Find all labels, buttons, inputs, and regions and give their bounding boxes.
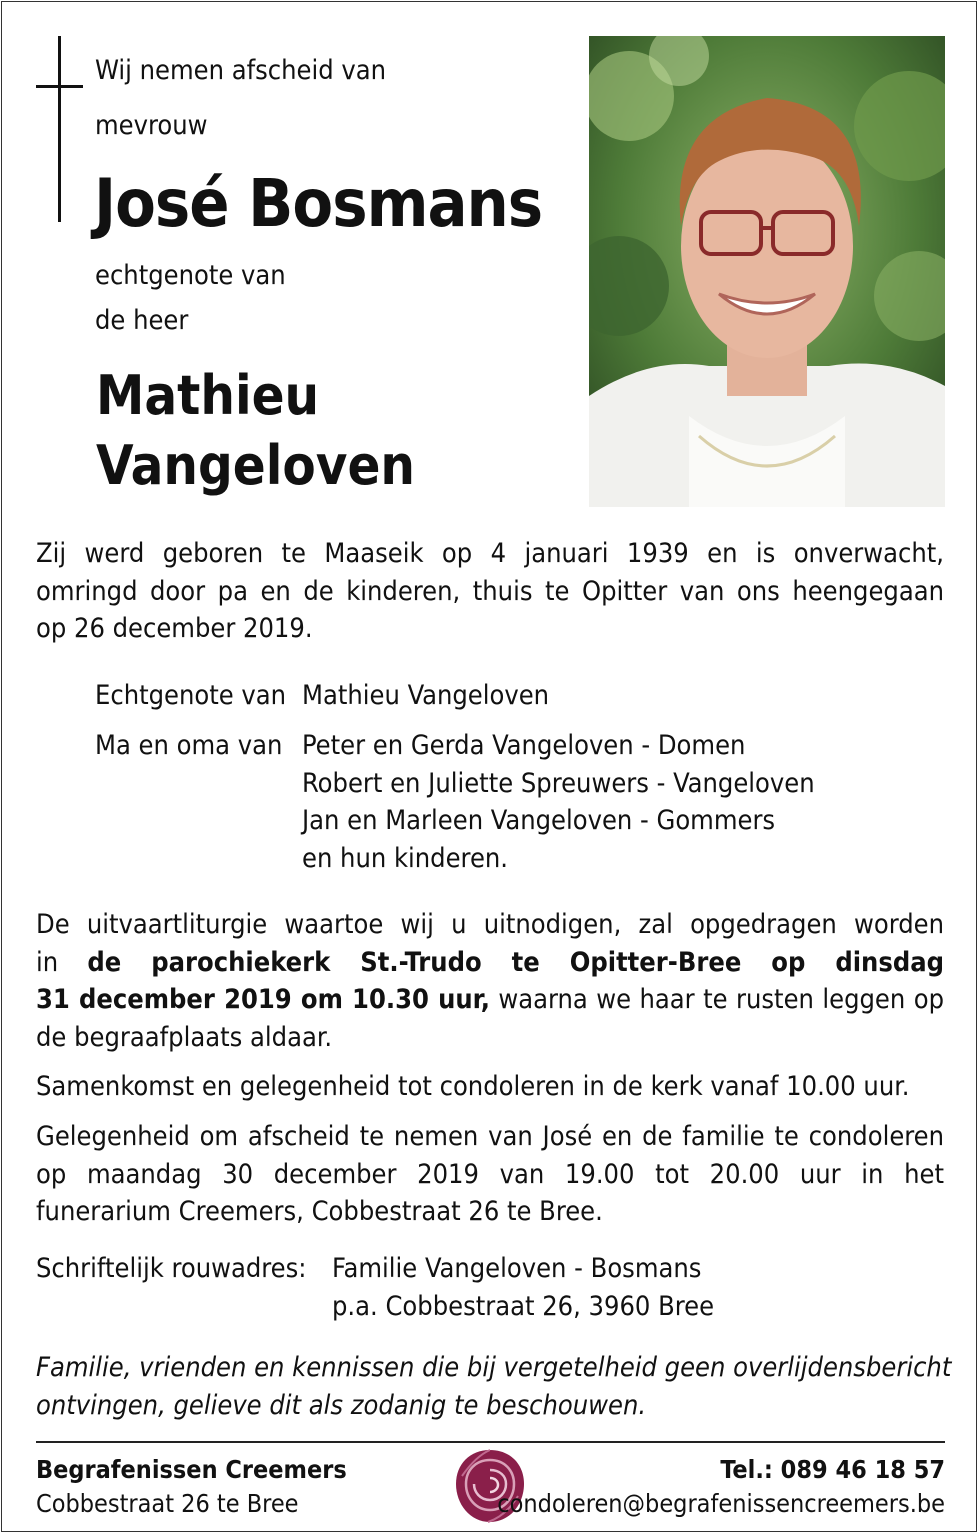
list-item: Jan en Marleen Vangeloven - Gommers — [302, 805, 776, 836]
service-line-2 — [36, 944, 944, 982]
deceased-name: José Bosmans — [94, 165, 543, 242]
spouse-name-2: Vangeloven — [96, 434, 415, 497]
address-line-1: Familie Vangeloven - Bosmans — [332, 1253, 702, 1284]
address-line-2: p.a. Cobbestraat 26, 3960 Bree — [332, 1290, 715, 1322]
service-paragraph — [36, 906, 944, 1056]
phone-number: Tel.: 089 46 18 57 — [720, 1455, 945, 1484]
service-datetime: 31 december 2019 om 10.30 uur, — [36, 984, 490, 1015]
closing-note-line-1: Familie, vrienden en kennissen die bij vergetelheid geen overlijdensbericht — [36, 1352, 952, 1383]
visitation-line-1: Gelegenheid om afscheid te nemen van José en de familie te condoleren — [36, 1121, 944, 1152]
email-link[interactable]: condoleren@begrafenissencreemers.be — [497, 1489, 945, 1518]
spouse-intro-2: de heer — [95, 305, 189, 336]
list-item: Peter en Gerda Vangeloven - Domen — [302, 730, 746, 761]
visitation-line-2: op maandag 30 december 2019 van 19.00 tot 20.00 uur in het — [36, 1158, 944, 1190]
visitation-line-3: funerarium Creemers, Cobbestraat 26 te Bree. — [36, 1196, 603, 1227]
service-line-4: de begraafplaats aldaar. — [36, 1021, 333, 1053]
children-list — [302, 727, 815, 877]
service-line-3 — [36, 981, 944, 1019]
intro-line-2: mevrouw — [95, 110, 208, 141]
service-line-1: De uitvaartliturgie waartoe wij u uitnodigen, zal opgedragen worden — [36, 909, 944, 940]
cross-icon — [58, 36, 61, 222]
closing-note-line-2: ontvingen, gelieve dit als zodanig te beschouwen. — [36, 1390, 647, 1421]
service-line-2-start: in — [36, 946, 88, 978]
list-item: Robert en Juliette Spreuwers - Vangeloven — [302, 767, 815, 799]
spouse-label: Echtgenote van — [95, 680, 287, 711]
spouse-value: Mathieu Vangeloven — [302, 680, 550, 711]
birth-line-2: omringd door pa en de kinderen, thuis te Opitter van ons heengegaan — [36, 575, 944, 607]
funeral-company-address: Cobbestraat 26 te Bree — [36, 1489, 299, 1518]
closing-note — [36, 1349, 956, 1425]
portrait-photo-drawing — [589, 36, 945, 507]
cross-icon-bar — [36, 85, 83, 88]
intro-line-1: Wij nemen afscheid van — [95, 55, 387, 86]
list-item: en hun kinderen. — [302, 842, 509, 874]
address-value — [332, 1250, 714, 1325]
birth-line-3: op 26 december 2019. — [36, 613, 313, 644]
spouse-intro-1: echtgenote van — [95, 260, 286, 291]
spouse-name-1: Mathieu — [96, 364, 320, 427]
visitation-paragraph — [36, 1118, 944, 1231]
address-label: Schriftelijk rouwadres: — [36, 1253, 307, 1284]
footer-divider — [36, 1441, 945, 1443]
gathering-paragraph: Samenkomst en gelegenheid tot condoleren in de kerk vanaf 10.00 uur. — [36, 1071, 910, 1102]
birth-line-1: Zij werd geboren te Maaseik op 4 januari 1939 en is onverwacht, — [36, 538, 944, 569]
birth-paragraph — [36, 535, 944, 648]
funeral-company-name: Begrafenissen Creemers — [36, 1455, 347, 1484]
children-label: Ma en oma van — [95, 730, 283, 761]
church-location: de parochiekerk St.-Trudo te Opitter-Bree op dinsdag — [87, 946, 944, 978]
service-line-3-rest: waarna we haar te rusten leggen op — [489, 984, 944, 1015]
portrait-photo — [589, 36, 945, 507]
